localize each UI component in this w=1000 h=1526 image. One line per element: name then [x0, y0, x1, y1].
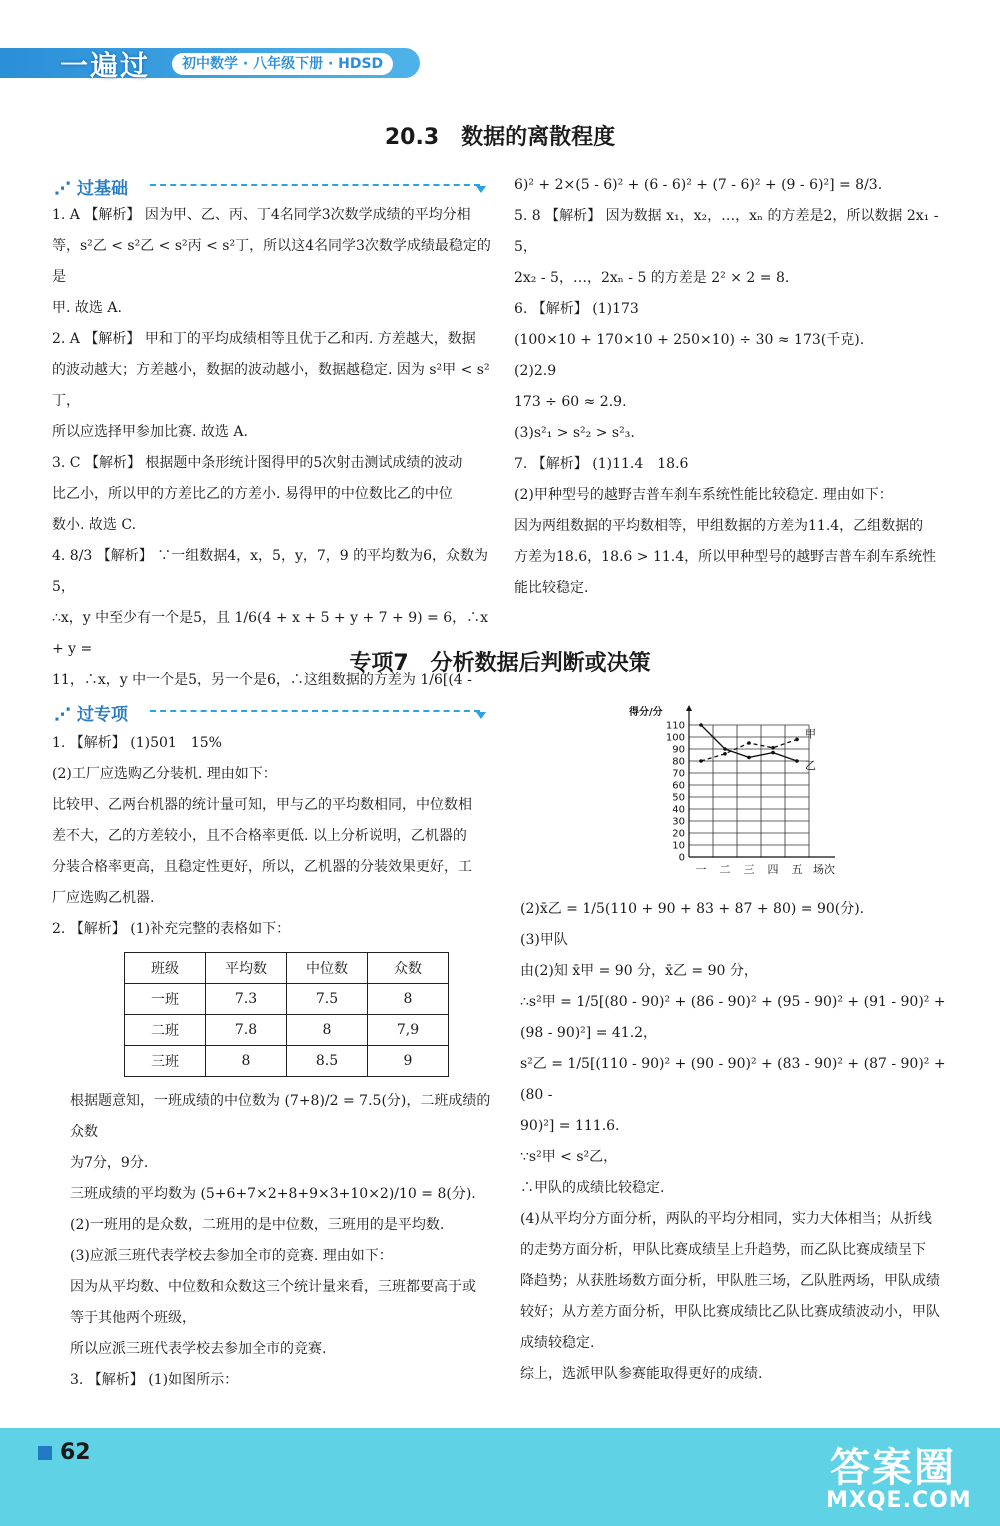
answer-line: 根据题意知，一班成绩的中位数为 (7+8)/2 = 7.5(分)，二班成绩的众数 [70, 1093, 491, 1140]
answer-line: ∴甲队的成绩比较稳定. [520, 1180, 665, 1196]
y-axis-arrow-icon [686, 705, 692, 711]
answer-line: 2. A 【解析】 甲和丁的平均成绩相等且优于乙和丙. 方差越大，数据 [52, 331, 476, 347]
x-tick-label: 三 [743, 863, 755, 876]
answer-line: 较好；从方差方面分析，甲队比赛成绩比乙队比赛成绩波动小，甲队 [520, 1304, 940, 1320]
y-axis-label: 得分/分 [629, 707, 663, 718]
y-tick-label: 90 [672, 744, 685, 756]
y-tick-label: 20 [672, 828, 685, 840]
table-cell: 8 [368, 984, 449, 1015]
table-header-cell: 众数 [368, 953, 449, 984]
answer-line: 所以应派三班代表学校去参加全市的竞赛. [70, 1341, 327, 1357]
answer-line: (2)甲种型号的越野吉普车刹车系统性能比较稳定. 理由如下： [514, 487, 893, 503]
table-header-cell: 班级 [125, 953, 206, 984]
table-row [125, 1046, 449, 1077]
subsection-basic-label: 过基础 [77, 179, 128, 199]
y-tick-label: 40 [672, 804, 685, 816]
y-tick-label: 50 [672, 792, 685, 804]
y-tick-label: 30 [672, 816, 685, 828]
answer-line: 等，s²乙 < s²乙 < s²丙 < s²丁，所以这4名同学3次数学成绩最稳定的是 [52, 238, 491, 285]
answer-line: 因为两组数据的平均数相等，甲组数据的方差为11.4，乙组数据的 [514, 518, 924, 534]
table-cell: 9 [368, 1046, 449, 1077]
answer-line: 三班成绩的平均数为 (5+6+7×2+8+9×3+10×2)/10 = 8(分). [70, 1186, 476, 1202]
answer-line: 1. 【解析】 (1)501 15% [52, 735, 222, 751]
watermark-logo: 答案圈 [830, 1445, 956, 1491]
subsection-mark-icon: ⋰ [54, 705, 71, 725]
answer-line: 173 ÷ 60 ≈ 2.9. [514, 394, 627, 410]
answer-line: (4)从平均分方面分析，两队的平均分相同，实力大体相当；从折线 [520, 1211, 932, 1227]
answer-line: 6. 【解析】 (1)173 [514, 301, 639, 317]
section2-right-column [520, 894, 960, 1390]
table-header-row [125, 953, 449, 984]
series-label: 乙 [805, 759, 816, 772]
line-chart [625, 703, 835, 881]
answer-line: ∴s²甲 = 1/5[(80 - 90)² + (86 - 90)² + (95 - 90)² + (91 - 90)² + [520, 994, 946, 1010]
section-title-20-3: 20.3 数据的离散程度 [384, 125, 616, 150]
answer-line: 厂应选购乙机器. [52, 890, 155, 906]
answer-line: 成绩较稳定. [520, 1335, 595, 1351]
answer-line: 为7分，9分. [70, 1155, 149, 1171]
x-tick-label: 五 [791, 863, 803, 876]
table-cell: 8 [206, 1046, 287, 1077]
chevron-down-icon [476, 712, 486, 719]
answer-line: 的走势方面分析，甲队比赛成绩呈上升趋势，而乙队比赛成绩呈下 [520, 1242, 926, 1258]
answer-line: (3)应派三班代表学校去参加全市的竞赛. 理由如下： [70, 1248, 393, 1264]
section2-left-column-a [52, 728, 492, 945]
x-tick-label: 四 [767, 863, 779, 876]
y-tick-label: 60 [672, 780, 685, 792]
dashed-divider [150, 710, 480, 712]
answer-line: 降趋势；从获胜场数方面分析，甲队胜三场，乙队胜两场，甲队成绩 [520, 1273, 940, 1289]
table-cell: 三班 [125, 1046, 206, 1077]
x-tick-label: 一 [695, 863, 707, 876]
series-point [795, 738, 799, 742]
answer-line: (2)2.9 [514, 363, 557, 379]
table-cell: 7.5 [287, 984, 368, 1015]
dashed-divider [150, 184, 480, 186]
book-logo: 一遍过 [60, 49, 151, 82]
table-cell: 8.5 [287, 1046, 368, 1077]
answer-line: ∴x，y 中至少有一个是5，且 1/6(4 + x + 5 + y + 7 + 9) = 6，∴x + y = [52, 610, 488, 657]
answer-line: 等于其他两个班级， [70, 1310, 196, 1326]
watermark-url: MXQE.COM [826, 1488, 972, 1513]
answer-line: 6)² + 2×(5 - 6)² + (6 - 6)² + (7 - 6)² + (9 - 6)²] = 8/3. [514, 177, 883, 193]
class-stats-table [124, 952, 449, 1077]
section1-left-column [52, 200, 492, 696]
answer-line: 90)²] = 111.6. [520, 1118, 620, 1134]
table-row [125, 1015, 449, 1046]
answer-line: (2)一班用的是众数，二班用的是中位数，三班用的是平均数. [70, 1217, 445, 1233]
page-number: 62 [60, 1440, 91, 1465]
answer-line: 甲. 故选 A. [52, 300, 122, 316]
answer-line: 7. 【解析】 (1)11.4 18.6 [514, 456, 689, 472]
section1-right-column [514, 170, 954, 604]
answer-line: 2x₂ - 5，…，2xₙ - 5 的方差是 2² × 2 = 8. [514, 270, 790, 286]
answer-line: 2. 【解析】 (1)补充完整的表格如下： [52, 921, 291, 937]
table-header-cell: 平均数 [206, 953, 287, 984]
page-marker-icon [38, 1446, 52, 1460]
subsection-topic-label: 过专项 [77, 705, 128, 725]
table-cell: 7.3 [206, 984, 287, 1015]
section2-left-column-b [70, 1086, 494, 1396]
answer-line: 11，∴x，y 中一个是5，另一个是6，∴这组数据的方差为 1/6[(4 - [52, 672, 472, 688]
answer-line: ∵s²甲 < s²乙， [520, 1149, 618, 1165]
series-point [747, 756, 751, 760]
x-axis-label: 场次 [813, 863, 835, 876]
y-tick-label: 80 [672, 756, 685, 768]
subsection-basic [54, 174, 128, 199]
table-cell: 8 [287, 1015, 368, 1046]
answer-line: (98 - 90)²] = 41.2， [520, 1025, 658, 1041]
chevron-down-icon [476, 186, 486, 193]
answer-line: (100×10 + 170×10 + 250×10) ÷ 30 ≈ 173(千克). [514, 332, 865, 348]
answer-line: (3)甲队 [520, 932, 568, 948]
answer-line: 方差为18.6，18.6 > 11.4，所以甲种型号的越野吉普车刹车系统性 [514, 549, 937, 565]
y-tick-label: 110 [665, 720, 685, 732]
answer-line: 的波动越大；方差越小，数据的波动越小，数据越稳定. 因为 s²甲 < s²丁， [52, 362, 490, 409]
table-row [125, 984, 449, 1015]
answer-line: 差不大，乙的方差较小，且不合格率更低. 以上分析说明，乙机器的 [52, 828, 467, 844]
series-label: 甲 [805, 727, 816, 741]
answer-line: 由(2)知 x̄甲 = 90 分，x̄乙 = 90 分， [520, 963, 758, 979]
series-point [747, 741, 751, 745]
series-point [771, 751, 775, 755]
y-tick-label: 70 [672, 768, 685, 780]
answer-line: 5. 8 【解析】 因为数据 x₁，x₂，…，xₙ 的方差是2，所以数据 2x₁ - 5， [514, 208, 939, 255]
y-tick-label: 100 [665, 732, 685, 744]
answer-line: 能比较稳定. [514, 580, 589, 596]
answer-line: (2)x̄乙 = 1/5(110 + 90 + 83 + 87 + 80) = 90(分). [520, 901, 865, 917]
answer-line: (2)工厂应选购乙分装机. 理由如下： [52, 766, 277, 782]
x-tick-label: 二 [719, 863, 731, 876]
table-cell: 一班 [125, 984, 206, 1015]
y-tick-label: 10 [672, 840, 685, 852]
answer-line: 所以应选择甲参加比赛. 故选 A. [52, 424, 248, 440]
series-point [723, 752, 727, 756]
table-header-cell: 中位数 [287, 953, 368, 984]
answer-line: 综上，选派甲队参赛能取得更好的成绩. [520, 1366, 763, 1382]
answer-line: s²乙 = 1/5[(110 - 90)² + (90 - 90)² + (83 - 90)² + (87 - 90)² + (80 - [520, 1056, 946, 1103]
series-point [699, 759, 703, 763]
answer-line: 比乙小，所以甲的方差比乙的方差小. 易得甲的中位数比乙的中位 [52, 486, 453, 502]
book-subtitle: 初中数学 · 八年级下册 · HDSD [172, 53, 393, 75]
answer-line: 数小. 故选 C. [52, 517, 137, 533]
y-tick-label: 0 [678, 852, 685, 864]
table-cell: 二班 [125, 1015, 206, 1046]
answer-line: 3. 【解析】 (1)如图所示： [70, 1372, 239, 1388]
table-cell: 7.8 [206, 1015, 287, 1046]
answer-line: 4. 8/3 【解析】 ∵一组数据4，x，5，y，7，9 的平均数为6，众数为5， [52, 548, 489, 595]
answer-line: 因为从平均数、中位数和众数这三个统计量来看，三班都要高于或 [70, 1279, 476, 1295]
series-point [699, 723, 703, 727]
series-point [795, 759, 799, 763]
section-title-topic-7: 专项7 分析数据后判断或决策 [349, 651, 651, 676]
subsection-mark-icon: ⋰ [54, 179, 71, 199]
subsection-topic [54, 700, 128, 725]
series-point [771, 746, 775, 750]
answer-line: (3)s²₁ > s²₂ > s²₃. [514, 425, 635, 441]
answer-line: 比较甲、乙两台机器的统计量可知，甲与乙的平均数相同，中位数相 [52, 797, 472, 813]
answer-line: 3. C 【解析】 根据题中条形统计图得甲的5次射击测试成绩的波动 [52, 455, 463, 471]
answer-line: 1. A 【解析】 因为甲、乙、丙、丁4名同学3次数学成绩的平均分相 [52, 207, 471, 223]
answer-line: 分装合格率更高，且稳定性更好，所以，乙机器的分装效果更好，工 [52, 859, 472, 875]
table-cell: 7,9 [368, 1015, 449, 1046]
series-point [723, 747, 727, 751]
